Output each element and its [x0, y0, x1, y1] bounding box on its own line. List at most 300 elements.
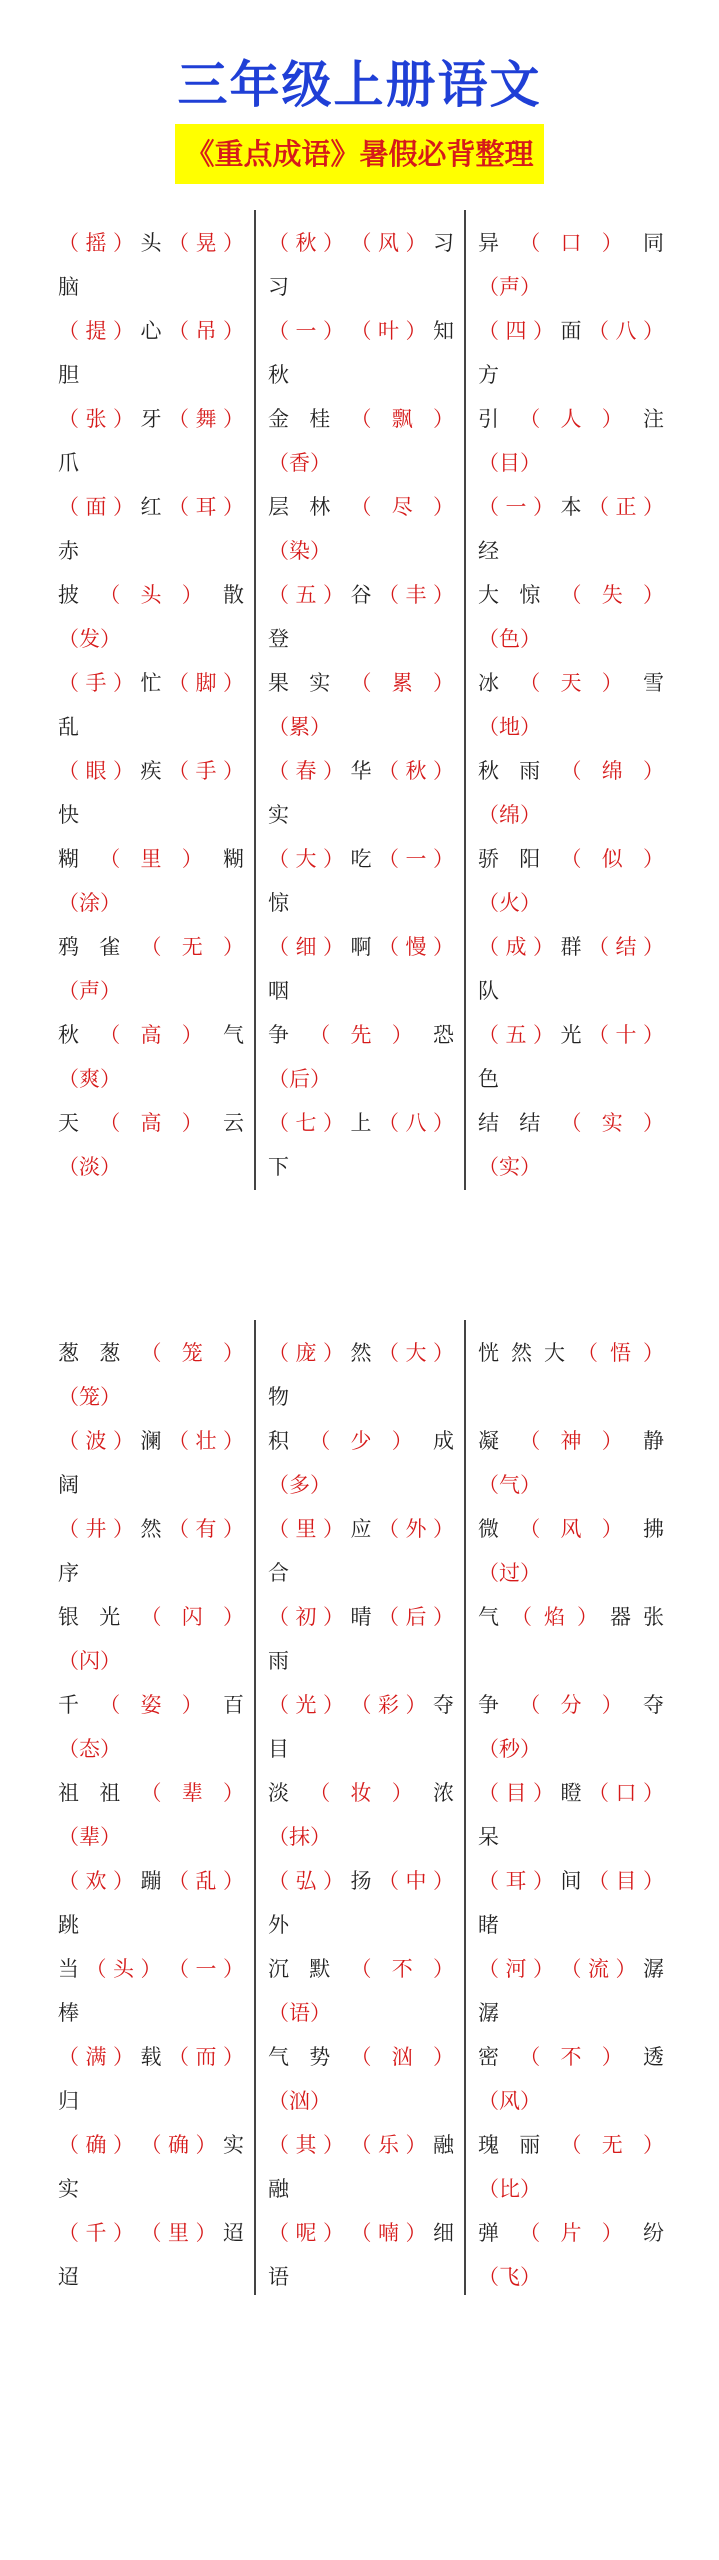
idiom-char: 阔 [58, 1473, 79, 1497]
idiom-row2 [268, 1057, 454, 1101]
bracket: （ [588, 1869, 609, 1893]
bracket: （ [268, 2089, 289, 2113]
bracket: ） [223, 759, 244, 783]
bracket: ） [391, 1429, 413, 1453]
idiom-char: 细 [433, 2221, 454, 2245]
bracket: ） [310, 539, 331, 563]
idiom-row2 [268, 2079, 454, 2123]
bracket: ） [113, 231, 134, 255]
bracket: ） [223, 1781, 244, 1805]
bracket: ） [100, 979, 121, 1003]
idiom-row1 [268, 1859, 454, 1903]
idiom-entry [268, 1507, 454, 1595]
idiom-row1 [478, 2123, 664, 2167]
bracket: ） [533, 935, 554, 959]
idiom-row2 [478, 705, 664, 749]
bracket: ） [113, 2221, 134, 2245]
bracket: （ [168, 2045, 189, 2069]
bracket: ） [223, 2045, 244, 2069]
idiom-entry [268, 221, 454, 309]
idiom-char: 快 [58, 803, 79, 827]
idiom-entry [268, 397, 454, 485]
idiom-char: 鸦 [58, 935, 79, 959]
idiom-entry [268, 837, 454, 925]
idiom-char: 丽 [519, 2133, 541, 2157]
idiom-char: 啊 [350, 935, 372, 959]
answer-char: 目 [615, 1869, 637, 1893]
idiom-char: 层 [268, 495, 289, 519]
bracket: （ [58, 1517, 79, 1541]
bracket: ） [223, 495, 244, 519]
bracket: ） [323, 759, 344, 783]
answer-char: 有 [195, 1517, 217, 1541]
bracket: ） [310, 1067, 331, 1091]
bracket: ） [520, 2089, 541, 2113]
idiom-char: 千 [58, 1693, 79, 1717]
idiom-row1 [478, 1419, 664, 1463]
idiom-row2 [58, 441, 244, 485]
idiom-entry [268, 1331, 454, 1419]
idiom-char: 林 [309, 495, 331, 519]
idiom-row1 [58, 1013, 244, 1057]
answer-char: 摇 [85, 231, 107, 255]
answer-char: 一 [405, 847, 427, 871]
bracket: （ [588, 495, 609, 519]
idiom-entry [478, 1859, 664, 1947]
idiom-char: 呆 [478, 1825, 499, 1849]
bracket: ） [405, 2133, 427, 2157]
idiom-row2 [268, 881, 454, 925]
bracket: （ [478, 1869, 499, 1893]
idiom-char: 物 [268, 1385, 289, 1409]
bracket: （ [58, 2133, 79, 2157]
bracket: （ [350, 2045, 372, 2069]
answer-char: 秋 [405, 759, 427, 783]
idiom-row2 [478, 881, 664, 925]
bracket: ） [520, 2177, 541, 2201]
bracket: （ [168, 1957, 189, 1981]
idiom-column-2 [268, 221, 454, 1189]
answer-char: 焰 [544, 1605, 565, 1629]
bracket: ） [601, 1517, 623, 1541]
answer-char: 高 [140, 1111, 162, 1135]
idiom-row1 [268, 1947, 454, 1991]
bracket: （ [58, 319, 79, 343]
bracket: （ [478, 1155, 499, 1179]
idiom-char: 结 [478, 1111, 499, 1135]
bracket: ） [533, 495, 554, 519]
bracket: （ [511, 1605, 532, 1629]
bracket: （ [268, 1693, 289, 1717]
idiom-char: 头 [140, 231, 162, 255]
bracket: （ [268, 759, 289, 783]
bracket: ） [323, 583, 344, 607]
bracket: ） [181, 1111, 203, 1135]
idiom-entry [478, 2211, 664, 2299]
idiom-char: 瑰 [478, 2133, 499, 2157]
answer-char: 舞 [195, 407, 217, 431]
bracket: （ [58, 1385, 79, 1409]
idiom-entry [58, 397, 244, 485]
bracket: （ [58, 627, 79, 651]
bracket: （ [588, 1023, 609, 1047]
bracket: （ [268, 2221, 289, 2245]
bracket: ） [223, 671, 244, 695]
answer-char: 秋 [295, 231, 317, 255]
bracket: ） [310, 1825, 331, 1849]
idiom-row2 [58, 881, 244, 925]
bracket: （ [350, 671, 372, 695]
idiom-row2 [58, 1639, 244, 1683]
bracket: ） [391, 1023, 413, 1047]
idiom-row1 [58, 1419, 244, 1463]
idiom-entry [268, 573, 454, 661]
idiom-row1 [268, 2035, 454, 2079]
idiom-char: 赤 [58, 539, 79, 563]
idiom-char: 桂 [309, 407, 331, 431]
bracket: ） [433, 407, 454, 431]
bracket: （ [478, 319, 499, 343]
bracket: （ [560, 759, 582, 783]
bracket: （ [478, 451, 499, 475]
bracket: （ [168, 759, 189, 783]
idiom-char: 实 [223, 2133, 244, 2157]
idiom-char: 葱 [99, 1341, 121, 1365]
idiom-entry [478, 661, 664, 749]
idiom-row2 [268, 1639, 454, 1683]
idiom-row2 [478, 1991, 664, 2035]
idiom-char: 张 [643, 1605, 664, 1629]
answer-char: 五 [295, 583, 317, 607]
bracket: ） [100, 1385, 121, 1409]
bracket: ） [323, 1517, 344, 1541]
idiom-entry [268, 2035, 454, 2123]
bracket: （ [268, 583, 289, 607]
bracket: ） [100, 1155, 121, 1179]
idiom-char: 本 [560, 495, 582, 519]
answer-char: 春 [295, 759, 317, 783]
idiom-column-1 [58, 221, 244, 1189]
answer-char: 八 [615, 319, 637, 343]
idiom-row2 [268, 1375, 454, 1419]
idiom-row1 [268, 1771, 454, 1815]
bracket: ） [181, 847, 203, 871]
bracket: （ [560, 1957, 582, 1981]
idiom-char: 华 [350, 759, 372, 783]
answer-char: 累 [391, 671, 413, 695]
bracket: ） [223, 1429, 244, 1453]
bracket: ） [323, 1605, 344, 1629]
idiom-char: 争 [478, 1693, 499, 1717]
idiom-entry [268, 1595, 454, 1683]
idiom-char: 融 [433, 2133, 454, 2157]
bracket: ） [601, 407, 623, 431]
bracket: ） [113, 759, 134, 783]
idiom-char: 祖 [99, 1781, 121, 1805]
bracket: ） [520, 1473, 541, 1497]
idiom-row2 [478, 1727, 664, 1771]
answer-char: 口 [615, 1781, 637, 1805]
idiom-char: 争 [268, 1023, 289, 1047]
idiom-char: 散 [223, 583, 244, 607]
answer-char: 耳 [195, 495, 217, 519]
idiom-row1 [58, 2123, 244, 2167]
idiom-row2 [58, 1727, 244, 1771]
answer-char: 后 [405, 1605, 427, 1629]
idiom-row2 [268, 265, 454, 309]
bracket: （ [268, 2133, 289, 2157]
bracket: ） [100, 1825, 121, 1849]
bracket: （ [519, 2045, 541, 2069]
answer-char: 染 [289, 539, 310, 563]
bracket: （ [560, 2133, 582, 2157]
answer-char: 正 [615, 495, 637, 519]
answer-char: 片 [560, 2221, 582, 2245]
bracket: （ [58, 891, 79, 915]
answer-char: 其 [295, 2133, 317, 2157]
idiom-row1 [58, 485, 244, 529]
bracket: ） [113, 1517, 134, 1541]
idiom-char: 果 [268, 671, 289, 695]
bracket: （ [58, 2221, 79, 2245]
bracket: （ [268, 935, 289, 959]
bracket: （ [577, 1341, 598, 1365]
bracket: ） [223, 1341, 244, 1365]
idiom-row1 [58, 837, 244, 881]
bracket: （ [378, 1341, 399, 1365]
idiom-row2 [58, 2079, 244, 2123]
idiom-entry [478, 1013, 664, 1101]
idiom-entry [268, 925, 454, 1013]
bracket: ） [533, 1023, 554, 1047]
idiom-entry [478, 1507, 664, 1595]
idiom-row1 [268, 1331, 454, 1375]
idiom-row2 [478, 1057, 664, 1101]
bracket: ） [100, 891, 121, 915]
idiom-char: 雨 [519, 759, 541, 783]
bracket: ） [310, 2089, 331, 2113]
idiom-row1 [58, 1771, 244, 1815]
answer-char: 一 [505, 495, 527, 519]
idiom-char: 迢 [223, 2221, 244, 2245]
bracket: （ [58, 407, 79, 431]
idiom-row1 [268, 485, 454, 529]
idiom-row2 [58, 793, 244, 837]
bracket: ） [323, 2221, 344, 2245]
idiom-entry [268, 1771, 454, 1859]
answer-char: 涂 [79, 891, 100, 915]
idiom-char: 糊 [223, 847, 244, 871]
answer-char: 目 [505, 1781, 527, 1805]
idiom-row1 [478, 837, 664, 881]
bracket: ） [433, 1605, 454, 1629]
idiom-char: 面 [560, 319, 582, 343]
answer-char: 闪 [181, 1605, 203, 1629]
answer-char: 头 [113, 1957, 134, 1981]
answer-char: 外 [405, 1517, 427, 1541]
idiom-row2 [58, 705, 244, 749]
answer-char: 语 [289, 2001, 310, 2025]
idiom-char: 队 [478, 979, 499, 1003]
idiom-char: 秋 [478, 759, 499, 783]
bracket: ） [520, 1561, 541, 1585]
bracket: （ [588, 319, 609, 343]
column-divider [254, 210, 256, 1190]
answer-char: 彩 [378, 1693, 399, 1717]
answer-char: 实 [499, 1155, 520, 1179]
idiom-char: 棒 [58, 2001, 79, 2025]
bracket: （ [588, 935, 609, 959]
idiom-row1 [478, 1331, 664, 1375]
bracket: ） [601, 671, 623, 695]
answer-char: 光 [295, 1693, 317, 1717]
bracket: （ [478, 2177, 499, 2201]
answer-char: 里 [140, 847, 162, 871]
bracket: （ [350, 1693, 372, 1717]
answer-char: 无 [601, 2133, 623, 2157]
bracket: （ [478, 1957, 499, 1981]
bracket: ） [405, 319, 427, 343]
idiom-entry [58, 1331, 244, 1419]
idiom-char: 习 [268, 275, 289, 299]
idiom-char: 登 [268, 627, 289, 651]
answer-char: 态 [79, 1737, 100, 1761]
subtitle-banner [0, 124, 719, 184]
answer-char: 妆 [350, 1781, 372, 1805]
bracket: （ [58, 1429, 79, 1453]
bracket: （ [350, 231, 372, 255]
idiom-entry [268, 1947, 454, 2035]
idiom-char: 目 [268, 1737, 289, 1761]
idiom-char: 脑 [58, 275, 79, 299]
bracket: ） [113, 2133, 134, 2157]
bracket: ） [113, 319, 134, 343]
bracket: （ [268, 1517, 289, 1541]
bracket: ） [520, 451, 541, 475]
idiom-char: 语 [268, 2265, 289, 2289]
bracket: （ [268, 1869, 289, 1893]
answer-char: 确 [85, 2133, 107, 2157]
answer-char: 井 [85, 1517, 107, 1541]
idiom-row1 [58, 925, 244, 969]
bracket: （ [58, 1825, 79, 1849]
idiom-row2 [58, 617, 244, 661]
idiom-char: 知 [433, 319, 454, 343]
answer-char: 叶 [378, 319, 399, 343]
idiom-row2 [58, 2255, 244, 2299]
answer-char: 波 [85, 1429, 107, 1453]
idiom-char: 方 [478, 363, 499, 387]
bracket: （ [99, 1023, 121, 1047]
bracket: （ [519, 231, 541, 255]
bracket: （ [58, 1737, 79, 1761]
bracket: （ [560, 1111, 582, 1135]
idiom-row1 [268, 837, 454, 881]
answer-char: 口 [560, 231, 582, 255]
idiom-entry [478, 573, 664, 661]
bracket: （ [168, 1869, 189, 1893]
bracket: （ [478, 1023, 499, 1047]
bracket: ） [601, 1693, 623, 1717]
idiom-entry [268, 1419, 454, 1507]
bracket: （ [268, 1111, 289, 1135]
answer-char: 人 [560, 407, 582, 431]
idiom-row2 [268, 1463, 454, 1507]
idiom-row1 [58, 1331, 244, 1375]
idiom-char: 积 [268, 1429, 289, 1453]
idiom-row1 [58, 1683, 244, 1727]
idiom-char: 金 [268, 407, 289, 431]
idiom-row2 [58, 969, 244, 1013]
bracket: （ [519, 1429, 541, 1453]
idiom-char: 载 [140, 2045, 162, 2069]
answer-char: 天 [560, 671, 582, 695]
idiom-row2 [478, 969, 664, 1013]
idiom-row1 [478, 1013, 664, 1057]
idiom-char: 胆 [58, 363, 79, 387]
bracket: （ [309, 1781, 331, 1805]
idiom-char: 惊 [268, 891, 289, 915]
idiom-column-3 [478, 221, 664, 1189]
idiom-char: 成 [433, 1429, 454, 1453]
idiom-row1 [268, 661, 454, 705]
idiom-row1 [268, 1507, 454, 1551]
answer-char: 分 [560, 1693, 582, 1717]
idiom-char: 恍 [478, 1341, 499, 1365]
bracket: ） [405, 1693, 427, 1717]
answer-char: 火 [499, 891, 520, 915]
idiom-row1 [268, 749, 454, 793]
bracket: （ [378, 1111, 399, 1135]
bracket: （ [268, 319, 289, 343]
bracket: ） [520, 627, 541, 651]
bracket: （ [478, 495, 499, 519]
idiom-row2 [478, 441, 664, 485]
idiom-entry [58, 1947, 244, 2035]
bracket: （ [58, 1155, 79, 1179]
answer-char: 丰 [405, 583, 427, 607]
idiom-entry [478, 309, 664, 397]
bracket: ） [113, 1429, 134, 1453]
idiom-row1 [58, 1859, 244, 1903]
answer-char: 吊 [195, 319, 217, 343]
idiom-entry [58, 1595, 244, 1683]
bracket: （ [168, 671, 189, 695]
idiom-entry [58, 749, 244, 837]
answer-char: 淡 [79, 1155, 100, 1179]
bracket: （ [378, 847, 399, 871]
idiom-row2 [478, 265, 664, 309]
bracket: ） [533, 1869, 554, 1893]
bracket: ） [601, 1429, 623, 1453]
bracket: ） [433, 671, 454, 695]
bracket: （ [58, 1649, 79, 1673]
idiom-row1 [58, 749, 244, 793]
bracket: （ [140, 935, 162, 959]
idiom-row2 [268, 1815, 454, 1859]
idiom-char: 秋 [268, 363, 289, 387]
idiom-entry [58, 1859, 244, 1947]
bracket: （ [140, 1341, 162, 1365]
idiom-char: 弹 [478, 2221, 499, 2245]
bracket: ） [100, 1067, 121, 1091]
bracket: ） [433, 935, 454, 959]
answer-char: 结 [615, 935, 637, 959]
bracket: ） [643, 2133, 664, 2157]
bracket: （ [350, 407, 372, 431]
idiom-entry [478, 1683, 664, 1771]
answer-char: 乱 [195, 1869, 217, 1893]
